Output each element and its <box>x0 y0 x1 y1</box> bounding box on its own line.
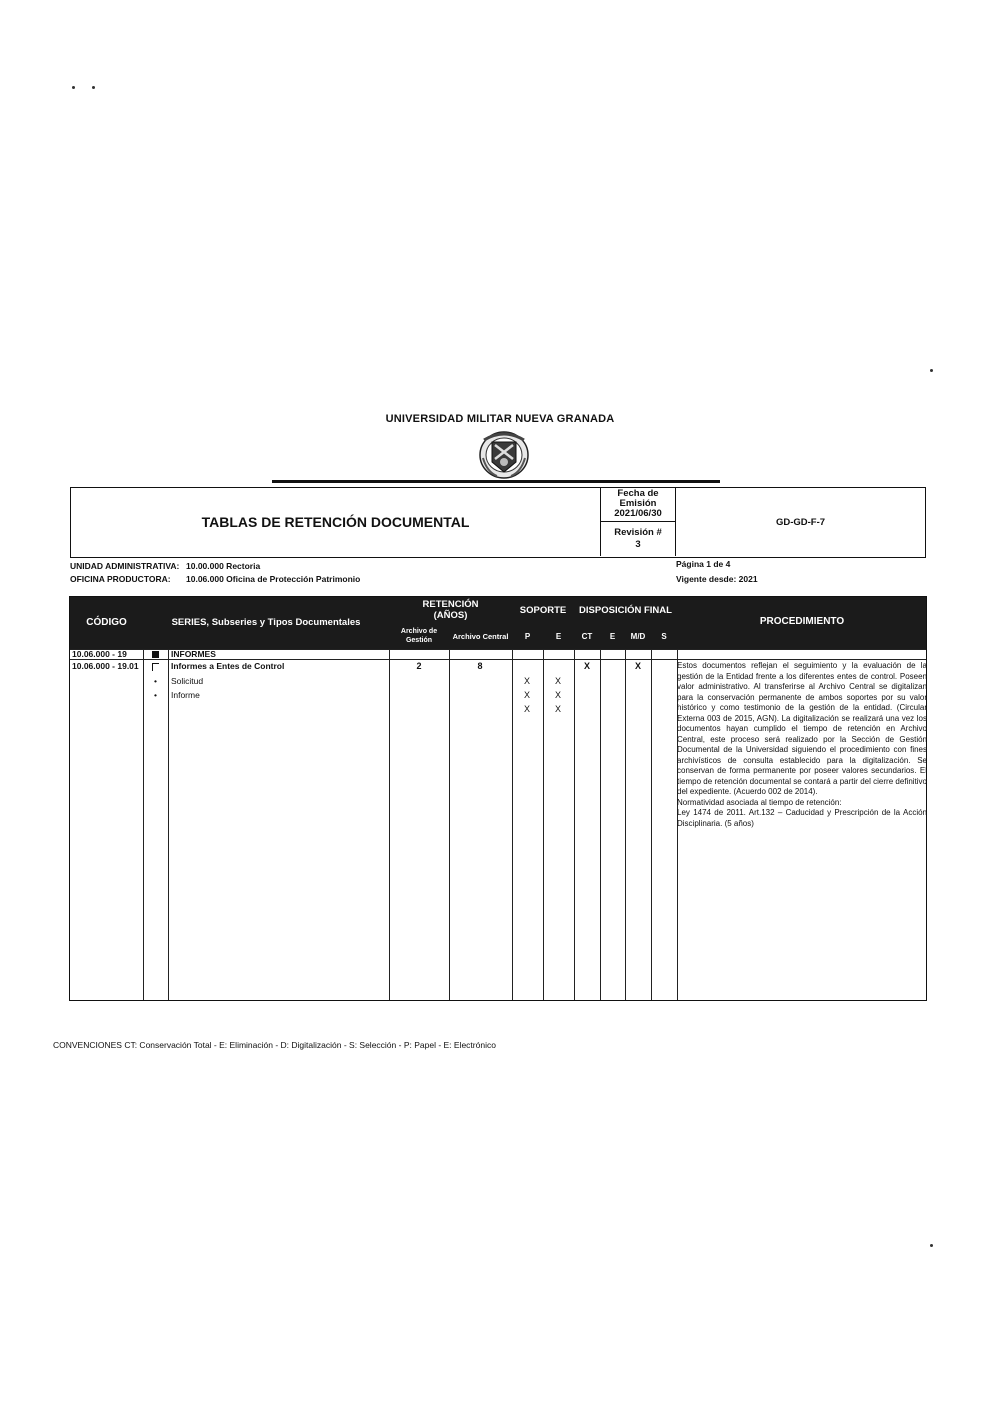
fecha-label: Fecha de <box>617 488 659 499</box>
subserie-bracket-icon <box>152 663 159 671</box>
bullet-icon: • <box>154 690 157 700</box>
anos-label: (AÑOS) <box>433 610 468 621</box>
header-codigo: CÓDIGO <box>86 617 127 628</box>
col-divider <box>543 649 544 1000</box>
header-retencion <box>389 599 512 621</box>
col-divider <box>600 649 601 1000</box>
revision-label: Revisión # <box>614 527 662 538</box>
scan-speck <box>930 1244 933 1247</box>
header-e2: E <box>609 632 616 641</box>
header-disposicion: DISPOSICIÓN FINAL <box>579 605 672 616</box>
header-p: P <box>524 632 531 641</box>
col-divider <box>168 649 169 1000</box>
subserie-name: Informes a Entes de Control <box>171 661 285 671</box>
col-divider <box>625 649 626 1000</box>
header-series: SERIES, Subseries y Tipos Documentales <box>171 617 361 628</box>
unidad-label: UNIDAD ADMINISTRATIVA: <box>70 561 180 571</box>
header-ct: CT <box>581 632 593 641</box>
soporte-p-mark: X <box>523 676 530 686</box>
fecha-value: 2021/06/30 <box>614 508 662 519</box>
oficina-value: 10.06.000 Oficina de Protección Patrimonio <box>186 574 361 584</box>
col-divider <box>143 649 144 1000</box>
tipo-documental: Informe <box>171 690 200 700</box>
title-block <box>70 487 926 558</box>
document-title: TABLAS DE RETENCIÓN DOCUMENTAL <box>71 488 601 556</box>
normatividad-label: Normatividad asociada al tiempo de retención: <box>677 797 842 807</box>
serie-square-icon <box>152 651 159 658</box>
header-archivo-gestion <box>389 627 449 645</box>
institution-name: UNIVERSIDAD MILITAR NUEVA GRANADA <box>385 413 615 425</box>
university-seal-logo <box>475 428 533 480</box>
oficina-label: OFICINA PRODUCTORA: <box>70 574 171 584</box>
archivo-gestion-label-2: Gestión <box>405 637 433 644</box>
bullet-icon: • <box>154 676 157 686</box>
archivo-central-value: 8 <box>477 661 483 671</box>
procedimiento-body: Estos documentos reflejan el seguimiento y la evaluación de la gestión de la Entidad frente a los diferentes entes de control. Poseen valor administrativo. Al transferirse al Archivo Central se digitalizan para la conservación permanente de ambos soportes por su valor histórico y como testimonio de la gestión de la entidad. (Circular Externa 003 de 2015, AGN). La digitalización se realizará una vez los documentos hayan cumplido el tiempo de retención en Archivo Central, este proceso será realizado por la Sección de Gestión Documental de la Universidad siguiendo el procedimiento con fines archivísticos de consulta establecido para la digitalización. Se conservan de forma permanente por poseer valores secundarios. El tiempo de retención documental se contará a partir del cierre definitivo del expediente. (Acuerdo 002 de 2014). <box>677 661 927 796</box>
header-s: S <box>661 632 667 641</box>
header-archivo-central: Archivo Central <box>452 632 509 641</box>
convenciones-legend: CONVENCIONES CT: Conservación Total - E: Eliminación - D: Digitalización - S: Selección - P: Papel - E: Electrónico <box>53 1040 496 1050</box>
archivo-gestion-label-1: Archivo de <box>400 628 438 635</box>
page-number: Página 1 de 4 <box>676 559 731 569</box>
col-divider <box>449 649 450 1000</box>
col-divider <box>389 649 390 1000</box>
procedimiento-text <box>677 661 927 829</box>
soporte-e-mark: X <box>554 676 561 686</box>
scan-speck <box>72 86 75 89</box>
scan-speck <box>92 86 95 89</box>
soporte-p-mark: X <box>523 690 530 700</box>
normatividad-text: Ley 1474 de 2011. Art.132 – Caducidad y Prescripción de la Acción Disciplinaria. (5 años) <box>677 808 927 828</box>
soporte-p-mark: X <box>523 704 530 714</box>
table-header <box>70 597 926 649</box>
unidad-value: 10.00.000 Rectoria <box>186 561 261 571</box>
disposicion-md-mark: X <box>634 661 641 671</box>
document-code: GD-GD-F-7 <box>775 516 826 528</box>
col-divider <box>512 649 513 1000</box>
col-divider <box>574 649 575 1000</box>
tipo-documental: Solicitud <box>171 676 204 686</box>
header-divider <box>272 480 720 483</box>
revision-value: 3 <box>635 539 641 550</box>
header-e: E <box>555 632 562 641</box>
soporte-e-mark: X <box>554 690 561 700</box>
disposicion-ct-mark: X <box>583 661 590 671</box>
vigente-desde: Vigente desde: 2021 <box>676 574 758 584</box>
header-soporte: SOPORTE <box>519 605 567 616</box>
serie-name: INFORMES <box>171 649 216 659</box>
col-divider <box>651 649 652 1000</box>
retencion-label: RETENCIÓN <box>422 599 479 610</box>
archivo-gestion-value: 2 <box>416 661 422 671</box>
header-md: M/D <box>630 632 646 641</box>
emision-label: Emisión <box>619 498 657 509</box>
serie-code: 10.06.000 - 19 <box>72 649 127 659</box>
subserie-code: 10.06.000 - 19.01 <box>72 661 139 671</box>
retention-table <box>69 596 927 1001</box>
emission-revision-box <box>601 488 676 556</box>
header-procedimiento: PROCEDIMIENTO <box>759 616 845 627</box>
soporte-e-mark: X <box>554 704 561 714</box>
scan-speck <box>930 369 933 372</box>
